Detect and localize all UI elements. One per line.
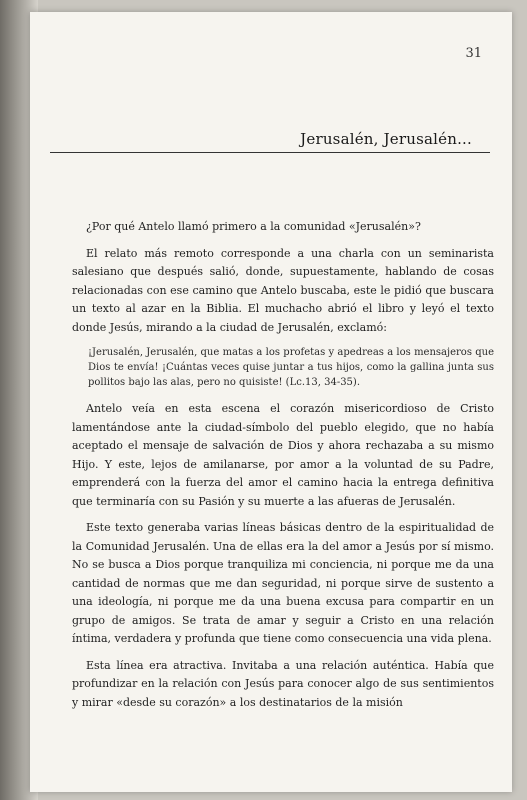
- bible-quote: ¡Jerusalén, Jerusalén, que matas a los profetas y apedreas a los mensajeros que Dios te envía! ¡Cuántas veces quise juntar a tus hijos, como la gallina junta sus pollitos bajo las alas, pero no quisiste! (Lc.13, 34-35).: [88, 347, 494, 388]
- book-page: [30, 12, 512, 792]
- chapter-title: Jerusalén, Jerusalén...: [300, 130, 472, 148]
- body-text: [72, 218, 494, 720]
- paragraph: Esta línea era atractiva. Invitaba a una relación auténtica. Había que profundizar en la relación con Jesús para conocer algo de sus sentimientos y mirar «desde su corazón» a los destinatarios de la misión: [72, 658, 494, 709]
- paragraph: ¿Por qué Antelo llamó primero a la comunidad «Jerusalén»?: [86, 220, 421, 233]
- paragraph: Este texto generaba varias líneas básicas dentro de la espiritualidad de la Comunidad Jerusalén. Una de ellas era la del amor a Jesús por sí mismo. No se busca a Dios porque tranquiliza mi conciencia, ni porque me da una cantidad de normas que me dan seguridad, ni porque sirve de sustento a una ideología, ni porque me da una buena excusa para compartir en un grupo de amigos. Se trata de amar y seguir a Cristo en una relación íntima, verdadera y profunda que tiene como consecuencia una vida plena.: [72, 521, 494, 645]
- paragraph: El relato más remoto corresponde a una charla con un seminarista salesiano que después salió, donde, supuestamente, hablando de cosas relacionadas con ese camino que Antelo buscaba, este le pidió que buscara un texto al azar en la Biblia. El muchacho abrió el libro y leyó el texto donde Jesús, mirando a la ciudad de Jerusalén, exclamó:: [72, 246, 494, 334]
- title-rule: [50, 152, 490, 153]
- page-number: 31: [465, 46, 482, 61]
- paragraph: Antelo veía en esta escena el corazón misericordioso de Cristo lamentándose ante la ciudad-símbolo del pueblo elegido, que no había aceptado el mensaje de salvación de Dios y ahora rechazaba a su mismo Hijo. Y este, lejos de amilanarse, por amor a la voluntad de su Padre, emprenderá con la fuerza del amor el camino hacia la entrega definitiva que terminaría con su Pasión y su muerte a las afueras de Jerusalén.: [72, 402, 494, 508]
